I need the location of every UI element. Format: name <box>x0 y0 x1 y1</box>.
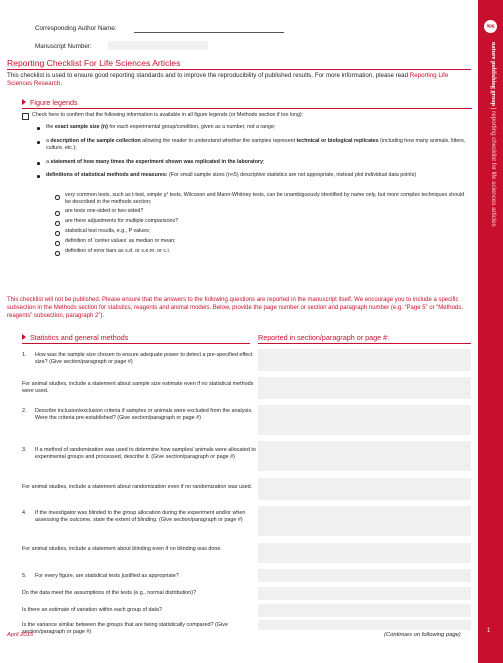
answer-field[interactable] <box>258 620 471 630</box>
bullet-icon <box>37 141 40 144</box>
circle-bullet-icon <box>55 241 60 246</box>
sidebar-subtitle: reporting checklist for life sciences articles <box>490 111 497 227</box>
answer-field[interactable] <box>258 543 471 563</box>
reporting-research-link[interactable]: Reporting Life Sciences Research <box>7 72 449 88</box>
bullet-bold: technical or biological replicates <box>296 138 379 144</box>
manuscript-number-field[interactable] <box>108 41 208 50</box>
answer-field[interactable] <box>258 587 471 600</box>
answer-field[interactable] <box>258 604 471 617</box>
circle-bullet-icon <box>55 231 60 236</box>
footer-date: April 2015 <box>7 632 34 638</box>
question-text: If a method of randomization was used to determine how samples/ animals were allocated to experimental groups and processed, describe it. (Give section/paragraph or page #) <box>35 447 256 460</box>
question-text: For animal studies, include a statement about randomization even if no randomization was used. <box>22 484 253 490</box>
question-text: Do the data meet the assumptions of the tests (e.g., normal distribution)? <box>22 590 197 596</box>
legend-bullet-2 <box>46 138 466 151</box>
question-text: Is the variance similar between the groups that are being statistically compared? (Give section/paragraph or page #) <box>22 622 228 635</box>
footer-continued: (Continues on following page) <box>384 632 461 638</box>
confirm-checkbox[interactable] <box>22 113 29 120</box>
bullet-bold: description of the sample collection <box>50 138 141 144</box>
npg-logo: npg <box>484 20 497 33</box>
bullet-bold: exact sample size (n) <box>54 124 108 130</box>
bullet-icon <box>37 127 40 130</box>
question-text: If the investigator was blinded to the group allocation during the experiment and/or when assessing the outcome, state the extent of blinding. (Give section/paragraph or page #) <box>35 510 246 523</box>
circle-bullet-icon <box>55 251 60 256</box>
bullet-text: a <box>46 159 51 165</box>
confirm-text: Check here to confirm that the following information is available in all figure legends (or Methods section if too long): <box>32 112 304 118</box>
section-arrow-icon <box>22 334 26 340</box>
legend-bullet-3 <box>46 159 466 166</box>
question-number: 1. <box>22 352 27 358</box>
stat-sub-bullet: statistical test results, e.g., P values; <box>65 228 151 234</box>
answer-field[interactable] <box>258 478 471 500</box>
question-text: For animal studies, include a statement about blinding even if no blinding was done. <box>22 546 222 552</box>
answer-field[interactable] <box>258 405 471 435</box>
answer-column-heading: Reported in section/paragraph or page #: <box>258 333 390 342</box>
question-number: 3. <box>22 447 27 453</box>
title-divider <box>7 69 471 70</box>
bullet-text: ; <box>262 159 265 165</box>
bullet-text: the <box>46 124 55 130</box>
manuscript-number-label: Manuscript Number: <box>35 43 92 50</box>
author-name-label: Corresponding Author Name: <box>35 25 117 32</box>
bullet-text: (For small sample sizes (n<5) descriptive statistics are not appropriate, instead plot individual data points) <box>167 172 417 178</box>
answer-field[interactable] <box>258 441 471 471</box>
bullet-bold: definitions of statistical methods and measures: <box>46 172 168 178</box>
answer-field[interactable] <box>258 349 471 371</box>
stat-sub-bullet: definition of error bars as s.d. or s.e.m. or c.i. <box>65 248 171 254</box>
intro-text <box>7 72 471 89</box>
statistics-heading <box>22 333 128 342</box>
author-name-field[interactable] <box>134 32 284 33</box>
page-title: Reporting Checklist For Life Sciences Articles <box>7 58 181 68</box>
answer-field[interactable] <box>258 506 471 536</box>
notice-text: This checklist will not be published. Please ensure that the answers to the following questions are reported in the manuscript itself. We encourage you to include a specific subsection in the Methods section for statistics, reagents and animal models. Below, provide the page number or section and paragraph number (e.g. “Page 5” or “Methods, reagents” subsection, paragraph 2”). <box>7 297 463 319</box>
intro-body: This checklist is used to ensure good reporting standards and to improve the reproducibility of published results. For more information, please read <box>7 72 409 79</box>
bullet-text: a <box>46 138 51 144</box>
figure-legends-heading <box>22 98 78 107</box>
statistics-divider <box>22 343 250 344</box>
circle-bullet-icon <box>55 211 60 216</box>
answer-field[interactable] <box>258 377 471 399</box>
question-number: 2. <box>22 408 27 414</box>
answer-divider <box>258 343 471 344</box>
stat-sub-bullet: are tests one-sided or two-sided? <box>65 208 144 214</box>
intro-end: . <box>60 80 63 88</box>
question-text: How was the sample size chosen to ensure adequate power to detect a pre-specified effect size? (Give section/paragraph or page #) <box>35 352 253 365</box>
question-text: For animal studies, include a statement about sample size estimate even if no statistical methods were used. <box>22 381 254 394</box>
legend-bullet-4 <box>46 172 466 179</box>
question-number: 5. <box>22 573 27 579</box>
legend-bullet-1 <box>46 124 466 131</box>
question-text: For every figure, are statistical tests justified as appropriate? <box>35 573 179 579</box>
sidebar-vertical-text <box>484 42 498 302</box>
sidebar-separator: | <box>490 106 497 112</box>
bullet-text: allowing the reader to understand whether the samples represent <box>140 138 297 144</box>
question-text: Is there an estimate of variation within each group of data? <box>22 607 162 613</box>
bullet-icon <box>37 162 40 165</box>
stat-sub-bullet: definition of ‘center values’ as median or mean; <box>65 238 176 244</box>
stat-sub-bullet: are there adjustments for multiple comparisons? <box>65 218 179 224</box>
sidebar-brand: nature publishing group <box>490 42 497 107</box>
circle-bullet-icon <box>55 221 60 226</box>
statistics-heading-text: Statistics and general methods <box>30 333 129 342</box>
bullet-text: (including how many animals, litters, culture, etc.); <box>46 138 466 151</box>
circle-bullet-icon <box>55 195 60 200</box>
figure-legends-divider <box>22 108 472 109</box>
stat-sub-bullet: very common tests, such as t-test, simple χ² tests, Wilcoxon and Mann-Whitney tests, can be unambiguously identified by name only, but more complex techniques should be described in the methods section; <box>65 192 465 205</box>
bullet-text: for each experimental group/condition, given as a number, not a range; <box>107 124 276 130</box>
page-number: 1 <box>487 628 491 634</box>
bullet-icon <box>37 175 40 178</box>
section-arrow-icon <box>22 99 26 105</box>
answer-field[interactable] <box>258 569 471 582</box>
question-text: Describe inclusion/exclusion criteria if samples or animals were excluded from the analysis. Were the criteria pre-established? (Give section/paragraph or page #) <box>35 408 253 421</box>
question-number: 4. <box>22 510 27 516</box>
bullet-bold: statement of how many times the experiment shown was replicated in the laboratory <box>50 159 263 165</box>
sidebar-text-rotated <box>490 42 497 227</box>
figure-legends-heading-text: Figure legends <box>30 98 78 107</box>
